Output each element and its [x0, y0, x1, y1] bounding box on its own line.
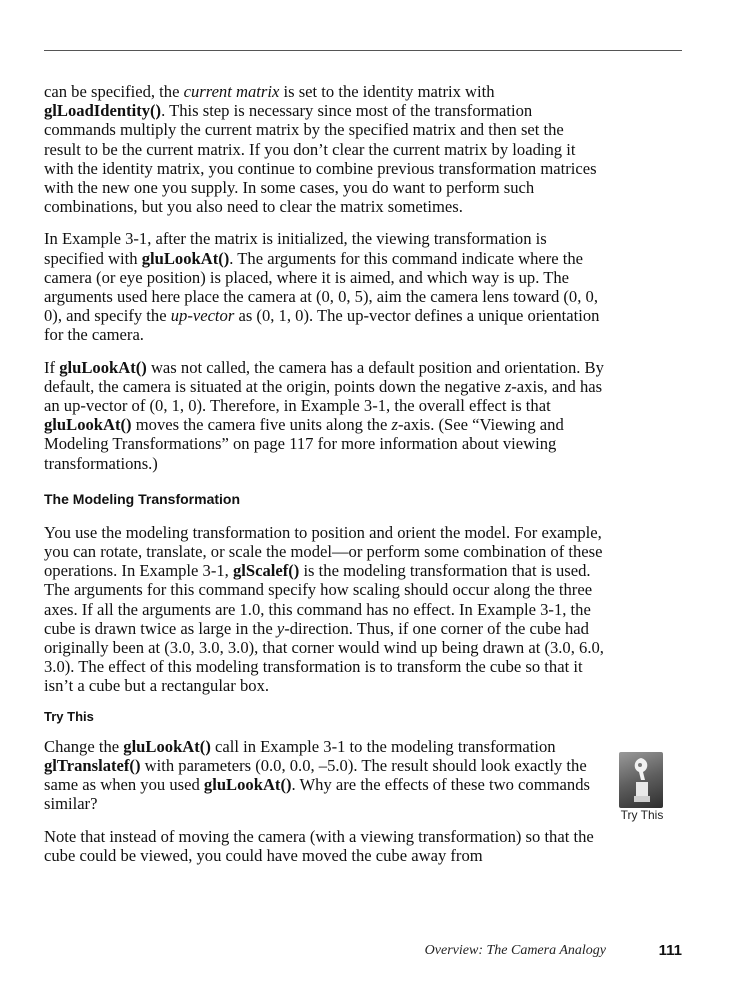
- term-up-vector: up-vector: [170, 306, 235, 326]
- section-heading: The Modeling Transformation: [44, 490, 241, 507]
- text-span: -direction. Thus, if one corner of the cube had originally been at (3.0, 3.0, 3.0), that corner would wind up being drawn at (3.0, 6.0, 3.0). The effect of this modeling transformation is to transform the cube so that it isn’t a cube but a rectangular box.: [44, 618, 604, 696]
- paragraph-viewing-transformation: [44, 229, 604, 344]
- code-gluLookAt: gluLookAt(): [141, 248, 230, 268]
- paragraph-note: Note that instead of moving the camera (with a viewing transformation) so that the cube could be viewed, you could have moved the cube away from: [44, 826, 594, 865]
- text-span: as (0, 1, 0). The up-vector defines a unique orientation for the camera.: [44, 306, 600, 345]
- code-gluLookAt: gluLookAt(): [44, 415, 132, 435]
- axis-y: y: [276, 618, 285, 638]
- text-span: -axis, and has an up-vector of (0, 1, 0). Therefore, in Example 3-1, the overall effect is that: [44, 376, 603, 416]
- try-this-icon: [619, 752, 663, 808]
- page-number: 111: [658, 942, 682, 959]
- body-text: [44, 82, 604, 878]
- text-span: -axis. (See “Viewing and Modeling Transformations” on page 117 for more information about viewing transformations.): [44, 415, 564, 473]
- text-span: moves the camera five units along the: [131, 415, 392, 435]
- code-gluLookAt: gluLookAt(): [59, 357, 147, 377]
- try-this-label: Try This: [620, 808, 664, 822]
- axis-z: z: [391, 415, 398, 435]
- try-this-heading: Try This: [44, 708, 94, 724]
- text-span: with parameters (0.0, 0.0, –5.0). The result should look exactly the same as when you used: [44, 755, 587, 795]
- footer-chapter-title: Overview: The Camera Analogy: [424, 943, 606, 958]
- axis-z: z: [504, 376, 512, 396]
- text-span: is set to the identity matrix with: [279, 82, 495, 101]
- text-span: was not called, the camera has a default position and orientation. By default, the camera is situated at the origin, points down the negative: [44, 357, 604, 396]
- header-rule: [44, 50, 682, 51]
- code-gluLookAt: gluLookAt(): [123, 736, 211, 756]
- text-span: can be specified, the: [44, 82, 184, 101]
- paragraph-default-camera: [44, 358, 604, 473]
- text-span: call in Example 3-1 to the modeling transformation: [210, 736, 556, 756]
- code-gluLookAt: gluLookAt(): [203, 775, 292, 795]
- code-glScalef: glScalef(): [232, 561, 300, 581]
- text-span: In Example 3-1, after the matrix is initialized, the viewing transformation is specified with: [44, 229, 547, 268]
- text-span: . The arguments for this command indicate where the camera (or eye position) is placed, where it is aimed, and which way is up. The arguments used here place the camera at (0, 0, 5), aim the camera lens toward (0, 0, 0), and specify the: [44, 248, 598, 326]
- text-span: is the modeling transformation that is used. The arguments for this command specify how scaling should occur along the three axes. If all the arguments are 1.0, this command has no effect. In Example 3-1, the cube is drawn twice as large in the: [44, 561, 593, 638]
- term-current-matrix: current matrix: [183, 82, 280, 101]
- paragraph-modeling-transformation: [44, 523, 604, 696]
- text-span: . Why are the effects of these two commands similar?: [44, 775, 590, 814]
- code-glLoadIdentity: glLoadIdentity(): [44, 101, 162, 121]
- code-glTranslatef: glTranslatef(): [44, 755, 141, 775]
- text-span: You use the modeling transformation to position and orient the model. For example, you can rotate, translate, or scale the model—or perform some combination of these operations. In Example 3-1,: [44, 522, 603, 581]
- paragraph-try-this: [44, 737, 604, 814]
- paragraph-current-matrix: [44, 82, 604, 216]
- text-span: . This step is necessary since most of the transformation commands multiply the current matrix by the specified matrix and then set the result to be the current matrix. If you don’t clear the current matrix by loading it with the identity matrix, you continue to combine previous transformation matrices with the new one you supply. In some cases, you do want to perform such combinations, but you also need to clear the matrix sometimes.: [44, 101, 597, 217]
- text-span: If: [44, 357, 60, 377]
- text-span: Change the: [44, 736, 124, 756]
